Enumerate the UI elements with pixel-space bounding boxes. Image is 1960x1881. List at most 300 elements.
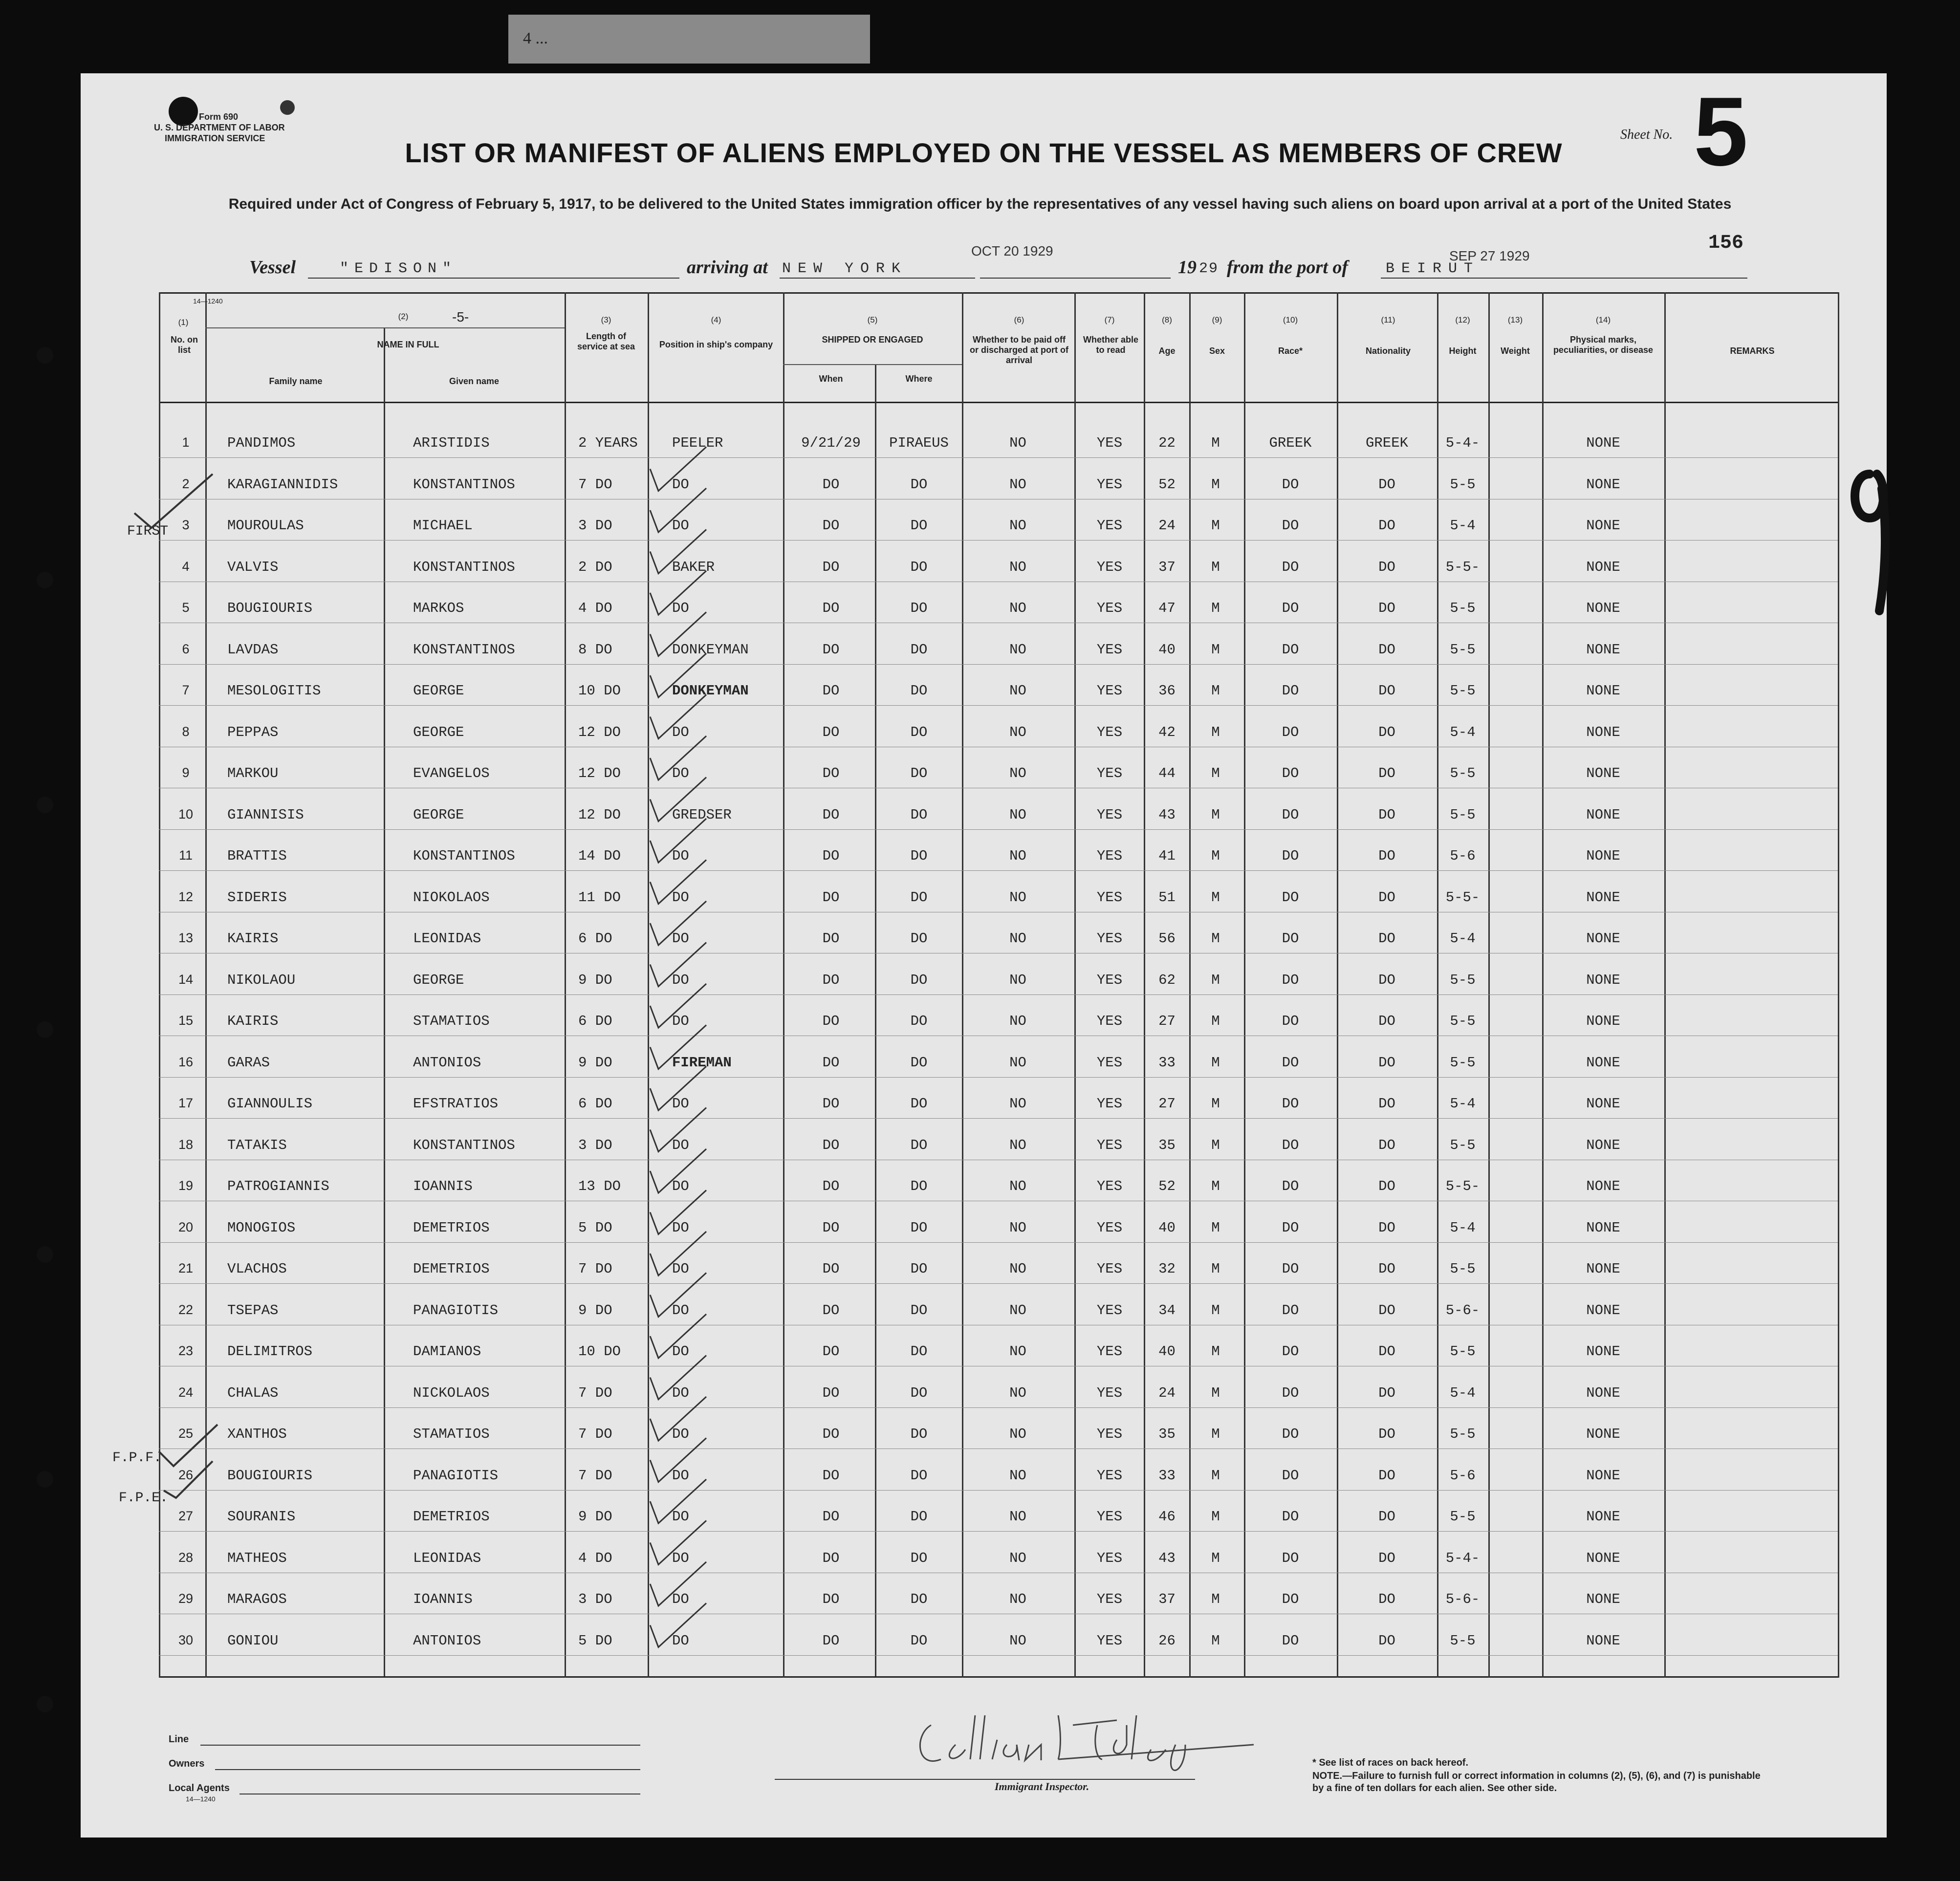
race: DO <box>1282 600 1299 616</box>
shipped-when: DO <box>822 1302 840 1319</box>
shipped-where: DO <box>910 1384 928 1401</box>
nationality: DO <box>1378 930 1395 947</box>
family-name: BRATTIS <box>227 848 287 864</box>
sex: M <box>1211 765 1220 781</box>
row-number: 1 <box>182 435 190 450</box>
shipped-when: DO <box>822 1219 840 1236</box>
check-mark-icon <box>650 695 706 739</box>
ship-position: DO <box>672 600 689 616</box>
race: DO <box>1282 1632 1299 1649</box>
shipped-when: DO <box>822 889 840 906</box>
family-name: MOUROULAS <box>227 518 304 534</box>
race: DO <box>1282 1302 1299 1319</box>
sex: M <box>1211 476 1220 493</box>
physical-marks: NONE <box>1586 1261 1620 1277</box>
physical-marks: NONE <box>1586 765 1620 781</box>
physical-marks: NONE <box>1586 1591 1620 1607</box>
age: 34 <box>1158 1302 1176 1319</box>
race: DO <box>1282 930 1299 947</box>
family-name: GONIOU <box>227 1632 279 1649</box>
sex: M <box>1211 930 1220 947</box>
race: DO <box>1282 1096 1299 1112</box>
check-mark-icon <box>650 1066 706 1110</box>
race: DO <box>1282 848 1299 864</box>
col7-header: Whether able to read <box>1083 335 1139 355</box>
length-of-service: 4 DO <box>578 600 612 616</box>
ship-position: DO <box>672 930 689 947</box>
given-name: EVANGELOS <box>413 765 490 781</box>
row-number: 21 <box>178 1261 194 1276</box>
length-of-service: 9 DO <box>578 972 612 988</box>
year-suffix: 29 <box>1199 260 1219 277</box>
family-name: GARAS <box>227 1054 270 1071</box>
form-number: Form 690 <box>199 112 239 122</box>
physical-marks: NONE <box>1586 600 1620 616</box>
paid-off: NO <box>1009 1632 1026 1649</box>
header-code: 14—1240 <box>193 297 223 305</box>
height: 5-4 <box>1450 518 1476 534</box>
check-mark-icon <box>650 819 706 863</box>
check-mark-icon <box>650 1108 706 1152</box>
physical-marks: NONE <box>1586 1302 1620 1319</box>
row-number: 7 <box>182 683 190 697</box>
physical-marks: NONE <box>1586 641 1620 658</box>
able-to-read: YES <box>1096 1632 1123 1649</box>
nationality: DO <box>1378 518 1395 534</box>
col11-header: Nationality <box>1365 346 1411 356</box>
height: 5-5 <box>1450 1137 1476 1153</box>
length-of-service: 7 DO <box>578 1261 612 1277</box>
age: 27 <box>1158 1013 1176 1029</box>
col3-number: (3) <box>601 315 611 324</box>
family-name: PEPPAS <box>227 724 279 740</box>
height: 5-6 <box>1450 1467 1476 1484</box>
where-header: Where <box>905 374 933 384</box>
height: 5-4 <box>1450 1384 1476 1401</box>
check-mark-icon <box>650 447 706 491</box>
family-name: MATHEOS <box>227 1550 287 1566</box>
ship-position: DO <box>672 1219 689 1236</box>
sex: M <box>1211 1219 1220 1236</box>
row-number: 6 <box>182 641 190 656</box>
handwritten-page-mark-icon <box>1840 454 1899 621</box>
length-of-service: 3 DO <box>578 1137 612 1153</box>
height: 5-5 <box>1450 806 1476 823</box>
family-name: DELIMITROS <box>227 1343 313 1360</box>
length-of-service: 5 DO <box>578 1632 612 1649</box>
shipped-where: DO <box>910 806 928 823</box>
physical-marks: NONE <box>1586 1343 1620 1360</box>
given-name: EFSTRATIOS <box>413 1096 499 1112</box>
able-to-read: YES <box>1096 476 1123 493</box>
shipped-where: DO <box>910 1550 928 1566</box>
given-name-header: Given name <box>449 376 500 386</box>
col6-number: (6) <box>1014 315 1024 324</box>
given-name: KONSTANTINOS <box>413 641 515 658</box>
sex: M <box>1211 1343 1220 1360</box>
arrival-date-stamp: OCT 20 1929 <box>971 243 1053 259</box>
col5-header: SHIPPED OR ENGAGED <box>822 335 923 345</box>
nationality: DO <box>1378 1096 1395 1112</box>
physical-marks: NONE <box>1586 559 1620 575</box>
check-mark-icon <box>650 653 706 697</box>
nationality: DO <box>1378 641 1395 658</box>
shipped-when: DO <box>822 1591 840 1607</box>
sex: M <box>1211 1302 1220 1319</box>
height: 5-6 <box>1450 848 1476 864</box>
height: 5-4 <box>1450 1096 1476 1112</box>
col2-number: (2) <box>398 312 409 321</box>
physical-marks: NONE <box>1586 1509 1620 1525</box>
shipped-where: DO <box>910 1261 928 1277</box>
shipped-where: DO <box>910 1591 928 1607</box>
col11-number: (11) <box>1381 315 1395 324</box>
paid-off: NO <box>1009 1013 1026 1029</box>
shipped-when: DO <box>822 1343 840 1360</box>
family-name: VALVIS <box>227 559 279 575</box>
physical-marks: NONE <box>1586 1219 1620 1236</box>
physical-marks: NONE <box>1586 1013 1620 1029</box>
col8-number: (8) <box>1162 315 1172 324</box>
check-mark-icon <box>650 1314 706 1358</box>
check-mark-icon <box>650 1232 706 1276</box>
given-name: KONSTANTINOS <box>413 1137 515 1153</box>
shipped-when: DO <box>822 972 840 988</box>
sex: M <box>1211 435 1220 451</box>
race: DO <box>1282 1261 1299 1277</box>
age: 24 <box>1158 518 1176 534</box>
row-number: 26 <box>178 1467 194 1482</box>
sex: M <box>1211 1509 1220 1525</box>
physical-marks: NONE <box>1586 1550 1620 1566</box>
race: DO <box>1282 518 1299 534</box>
sheet-number-label: Sheet No. <box>1620 127 1673 142</box>
sex: M <box>1211 1426 1220 1442</box>
able-to-read: YES <box>1096 1219 1123 1236</box>
remarks-header: REMARKS <box>1730 346 1775 356</box>
shipped-where: DO <box>910 1632 928 1649</box>
shipped-when: 9/21/29 <box>801 435 861 451</box>
height: 5-5- <box>1445 559 1480 575</box>
shipped-when: DO <box>822 1467 840 1484</box>
family-name: TATAKIS <box>227 1137 287 1153</box>
nationality: DO <box>1378 889 1395 906</box>
sex: M <box>1211 600 1220 616</box>
length-of-service: 9 DO <box>578 1509 612 1525</box>
height: 5-4 <box>1450 1219 1476 1236</box>
nationality: DO <box>1378 600 1395 616</box>
sex: M <box>1211 1178 1220 1194</box>
family-name: XANTHOS <box>227 1426 287 1442</box>
age: 43 <box>1158 1550 1176 1566</box>
length-of-service: 9 DO <box>578 1302 612 1319</box>
check-mark-icon <box>154 1422 222 1500</box>
age: 27 <box>1158 1096 1176 1112</box>
age: 46 <box>1158 1509 1176 1525</box>
physical-marks: NONE <box>1586 435 1620 451</box>
height: 5-4 <box>1450 724 1476 740</box>
length-of-service: 12 DO <box>578 806 621 823</box>
nationality: DO <box>1378 1219 1395 1236</box>
age: 37 <box>1158 1591 1176 1607</box>
height: 5-5 <box>1450 641 1476 658</box>
row-number: 2 <box>182 476 190 491</box>
col3-header: Length of service at sea <box>577 331 635 351</box>
able-to-read: YES <box>1096 1137 1123 1153</box>
given-name: IOANNIS <box>413 1591 473 1607</box>
sex: M <box>1211 559 1220 575</box>
height: 5-5 <box>1450 1261 1476 1277</box>
given-name: NIOKOLAOS <box>413 889 490 906</box>
row-number: 8 <box>182 724 190 739</box>
paid-off: NO <box>1009 559 1026 575</box>
ship-position: DO <box>672 1384 689 1401</box>
able-to-read: YES <box>1096 518 1123 534</box>
height: 5-5 <box>1450 1509 1476 1525</box>
sex: M <box>1211 641 1220 658</box>
paid-off: NO <box>1009 600 1026 616</box>
shipped-when: DO <box>822 1013 840 1029</box>
nationality: DO <box>1378 724 1395 740</box>
check-mark-icon <box>650 943 706 987</box>
race: DO <box>1282 1178 1299 1194</box>
ship-position: DO <box>672 1261 689 1277</box>
check-mark-icon <box>650 1479 706 1523</box>
check-mark-icon <box>650 1025 706 1069</box>
shipped-where: DO <box>910 1509 928 1525</box>
height: 5-5 <box>1450 1013 1476 1029</box>
binder-hole-icon <box>37 1246 53 1263</box>
paid-off: NO <box>1009 1550 1026 1566</box>
physical-marks: NONE <box>1586 1426 1620 1442</box>
length-of-service: 10 DO <box>578 1343 621 1360</box>
given-name: ARISTIDIS <box>413 435 490 451</box>
race: DO <box>1282 765 1299 781</box>
given-name: KONSTANTINOS <box>413 476 515 493</box>
sex: M <box>1211 848 1220 864</box>
able-to-read: YES <box>1096 889 1123 906</box>
race: DO <box>1282 641 1299 658</box>
physical-marks: NONE <box>1586 806 1620 823</box>
footer-penalty-note: NOTE.—Failure to furnish full or correct information in columns (2), (5), (6), and (7) is punishable by a fine of ten dollars for each alien. See other side. <box>1312 1771 1761 1794</box>
row-number: 11 <box>178 848 193 863</box>
shipped-when: DO <box>822 476 840 493</box>
race: DO <box>1282 1591 1299 1607</box>
sex: M <box>1211 1632 1220 1649</box>
able-to-read: YES <box>1096 848 1123 864</box>
shipped-when: DO <box>822 930 840 947</box>
height: 5-5- <box>1445 1178 1480 1194</box>
arriving-port: NEW YORK <box>782 260 908 277</box>
age: 62 <box>1158 972 1176 988</box>
paid-off: NO <box>1009 1302 1026 1319</box>
col10-header: Race* <box>1278 346 1303 356</box>
year-prefix: 19 <box>1178 257 1197 278</box>
row-number: 28 <box>178 1550 194 1565</box>
physical-marks: NONE <box>1586 1096 1620 1112</box>
shipped-when: DO <box>822 1261 840 1277</box>
able-to-read: YES <box>1096 1178 1123 1194</box>
footer-agents-label: Local Agents <box>169 1783 230 1794</box>
shipped-when: DO <box>822 1550 840 1566</box>
shipped-where: DO <box>910 1054 928 1071</box>
shipped-where: DO <box>910 600 928 616</box>
col6-header: Whether to be paid off or discharged at port of arrival <box>969 335 1069 365</box>
height: 5-5 <box>1450 1426 1476 1442</box>
able-to-read: YES <box>1096 765 1123 781</box>
footer-owners-label: Owners <box>169 1758 205 1769</box>
sex: M <box>1211 1550 1220 1566</box>
ship-position: DO <box>672 1550 689 1566</box>
length-of-service: 13 DO <box>578 1178 621 1194</box>
shipped-when: DO <box>822 559 840 575</box>
age: 24 <box>1158 1384 1176 1401</box>
shipped-when: DO <box>822 1096 840 1112</box>
length-of-service: 7 DO <box>578 476 612 493</box>
shipped-where: DO <box>910 1137 928 1153</box>
family-name: PANDIMOS <box>227 435 296 451</box>
able-to-read: YES <box>1096 435 1123 451</box>
shipped-when: DO <box>822 1178 840 1194</box>
paid-off: NO <box>1009 1219 1026 1236</box>
shipped-when: DO <box>822 683 840 699</box>
shipped-where: DO <box>910 724 928 740</box>
family-name-header: Family name <box>269 376 323 386</box>
ship-position: DO <box>672 1509 689 1525</box>
given-name: ANTONIOS <box>413 1632 481 1649</box>
length-of-service: 6 DO <box>578 1096 612 1112</box>
nationality: DO <box>1378 1178 1395 1194</box>
shipped-where: PIRAEUS <box>889 435 949 451</box>
able-to-read: YES <box>1096 559 1123 575</box>
sex: M <box>1211 1137 1220 1153</box>
row-number: 13 <box>178 930 194 945</box>
ship-position: DO <box>672 1013 689 1029</box>
col4-header: Position in ship's company <box>659 340 773 349</box>
race: DO <box>1282 1550 1299 1566</box>
col14-number: (14) <box>1595 315 1611 324</box>
race: DO <box>1282 1509 1299 1525</box>
ship-position: DONKEYMAN <box>672 641 749 658</box>
row-number: 10 <box>178 806 194 822</box>
service-check-marks-icon <box>648 406 755 1693</box>
col2-header: NAME IN FULL <box>377 340 439 349</box>
height: 5-4 <box>1450 930 1476 947</box>
ship-position: DO <box>672 765 689 781</box>
paid-off: NO <box>1009 1591 1026 1607</box>
length-of-service: 3 DO <box>578 518 612 534</box>
check-mark-icon <box>650 612 706 656</box>
paid-off: NO <box>1009 1343 1026 1360</box>
shipped-where: DO <box>910 1178 928 1194</box>
nationality: DO <box>1378 1467 1395 1484</box>
race: GREEK <box>1269 435 1312 451</box>
given-name: KONSTANTINOS <box>413 848 515 864</box>
check-mark-icon <box>650 901 706 945</box>
sex: M <box>1211 1591 1220 1607</box>
family-name: BOUGIOURIS <box>227 1467 313 1484</box>
shipped-where: DO <box>910 1467 928 1484</box>
age: 33 <box>1158 1054 1176 1071</box>
given-name: MICHAEL <box>413 518 473 534</box>
age: 40 <box>1158 1219 1176 1236</box>
length-of-service: 12 DO <box>578 765 621 781</box>
paid-off: NO <box>1009 724 1026 740</box>
nationality: DO <box>1378 1426 1395 1442</box>
given-name: LEONIDAS <box>413 930 481 947</box>
row-number: 25 <box>178 1426 194 1441</box>
able-to-read: YES <box>1096 1467 1123 1484</box>
race: DO <box>1282 476 1299 493</box>
given-name: DEMETRIOS <box>413 1509 490 1525</box>
height: 5-5 <box>1450 1054 1476 1071</box>
given-name: ANTONIOS <box>413 1054 481 1071</box>
ship-position: DO <box>672 518 689 534</box>
height: 5-5- <box>1445 889 1480 906</box>
ship-position: DO <box>672 1591 689 1607</box>
shipped-when: DO <box>822 1054 840 1071</box>
shipped-when: DO <box>822 600 840 616</box>
family-name: KAIRIS <box>227 1013 279 1029</box>
physical-marks: NONE <box>1586 1054 1620 1071</box>
col12-number: (12) <box>1455 315 1470 324</box>
check-mark-icon <box>650 1438 706 1482</box>
race: DO <box>1282 1343 1299 1360</box>
able-to-read: YES <box>1096 1054 1123 1071</box>
shipped-when: DO <box>822 848 840 864</box>
family-name: GIANNOULIS <box>227 1096 313 1112</box>
physical-marks: NONE <box>1586 518 1620 534</box>
able-to-read: YES <box>1096 1591 1123 1607</box>
nationality: DO <box>1378 1550 1395 1566</box>
ship-position: FIREMAN <box>672 1054 732 1071</box>
race: DO <box>1282 1384 1299 1401</box>
shipped-where: DO <box>910 1343 928 1360</box>
sex: M <box>1211 1261 1220 1277</box>
row-number: 17 <box>178 1096 194 1110</box>
race: DO <box>1282 683 1299 699</box>
paid-off: NO <box>1009 641 1026 658</box>
col4-number: (4) <box>711 315 721 324</box>
given-name: KONSTANTINOS <box>413 559 515 575</box>
age: 22 <box>1158 435 1176 451</box>
paid-off: NO <box>1009 848 1026 864</box>
physical-marks: NONE <box>1586 476 1620 493</box>
shipped-when: DO <box>822 1632 840 1649</box>
check-mark-icon <box>650 1190 706 1234</box>
shipped-when: DO <box>822 1137 840 1153</box>
family-name: CHALAS <box>227 1384 279 1401</box>
able-to-read: YES <box>1096 806 1123 823</box>
ship-position: DO <box>672 848 689 864</box>
ship-position: DO <box>672 1302 689 1319</box>
given-name: NICKOLAOS <box>413 1384 490 1401</box>
nationality: DO <box>1378 1054 1395 1071</box>
physical-marks: NONE <box>1586 1384 1620 1401</box>
given-name: PANAGIOTIS <box>413 1302 499 1319</box>
check-mark-icon <box>650 488 706 532</box>
race: DO <box>1282 1426 1299 1442</box>
shipped-when: DO <box>822 724 840 740</box>
length-of-service: 11 DO <box>578 889 621 906</box>
race: DO <box>1282 1467 1299 1484</box>
shipped-where: DO <box>910 765 928 781</box>
paid-off: NO <box>1009 1096 1026 1112</box>
sex: M <box>1211 889 1220 906</box>
height: 5-5 <box>1450 765 1476 781</box>
length-of-service: 8 DO <box>578 641 612 658</box>
shipped-where: DO <box>910 683 928 699</box>
